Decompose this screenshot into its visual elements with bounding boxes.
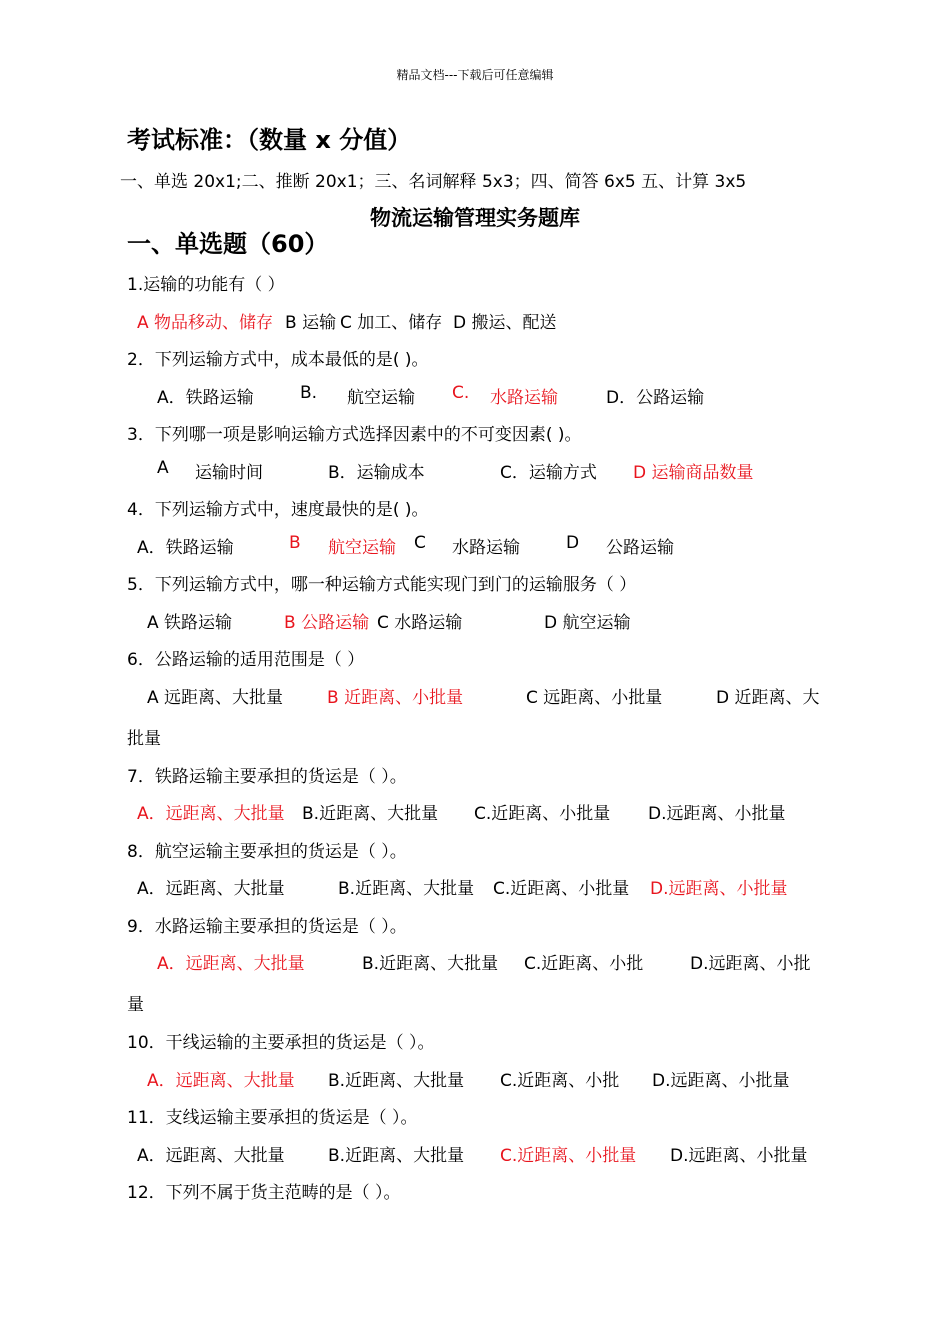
q1-option-c: C 加工、储存 <box>340 313 443 333</box>
q1-option-d: D 搬运、配送 <box>453 313 557 333</box>
q9-option-d: D.远距离、小批 <box>690 954 811 974</box>
exam-standard-title: 考试标准：（数量 x 分值） <box>127 126 412 154</box>
q4-option-b: B <box>289 533 301 553</box>
q6-continuation: 批量 <box>127 729 161 749</box>
q10-option-b: B.近距离、大批量 <box>328 1071 465 1091</box>
q1-option-b: B 运输 <box>285 313 337 333</box>
section-title: 一、单选题（60） <box>127 230 329 258</box>
q6-option-a: A 远距离、大批量 <box>147 688 284 708</box>
question-6: 6．公路运输的适用范围是（ ） <box>127 650 365 670</box>
q2-option-c-text: 水路运输 <box>490 388 558 408</box>
q11-option-d: D.远距离、小批量 <box>670 1146 808 1166</box>
q7-option-c: C.近距离、小批量 <box>474 804 611 824</box>
q6-option-b: B 近距离、小批量 <box>327 688 464 708</box>
q6-option-c: C 远距离、小批量 <box>526 688 663 708</box>
q7-option-d: D.远距离、小批量 <box>648 804 786 824</box>
q2-option-b: B. <box>300 383 318 403</box>
q10-option-a: A．远距离、大批量 <box>147 1071 295 1091</box>
q5-option-c: C 水路运输 <box>377 613 463 633</box>
q3-option-b: B．运输成本 <box>328 463 425 483</box>
q3-option-a-text: 运输时间 <box>195 463 263 483</box>
q2-option-c: C. <box>452 383 470 403</box>
q3-option-c: C．运输方式 <box>500 463 597 483</box>
question-5: 5．下列运输方式中，哪一种运输方式能实现门到门的运输服务（ ） <box>127 575 637 595</box>
question-9: 9．水路运输主要承担的货运是（ ）。 <box>127 917 407 937</box>
question-11: 11．支线运输主要承担的货运是（ ）。 <box>127 1108 418 1128</box>
document-title: 物流运输管理实务题库 <box>370 206 580 230</box>
q4-option-c: C <box>414 533 426 553</box>
question-7: 7．铁路运输主要承担的货运是（ ）。 <box>127 767 407 787</box>
q3-option-d: D 运输商品数量 <box>633 463 754 483</box>
q6-option-d: D 近距离、大 <box>716 688 820 708</box>
q8-option-b: B.近距离、大批量 <box>338 879 475 899</box>
q10-option-c: C.近距离、小批 <box>500 1071 620 1091</box>
question-3: 3．下列哪一项是影响运输方式选择因素中的不可变因素( )。 <box>127 425 582 445</box>
page-header: 精品文档---下载后可任意编辑 <box>396 68 554 82</box>
q4-option-c-text: 水路运输 <box>452 538 520 558</box>
q2-option-b-text: 航空运输 <box>347 388 415 408</box>
question-4: 4．下列运输方式中，速度最快的是( )。 <box>127 500 429 520</box>
q8-option-d: D.远距离、小批量 <box>650 879 788 899</box>
question-10: 10．干线运输的主要承担的货运是（ ）。 <box>127 1033 435 1053</box>
q4-option-b-text: 航空运输 <box>328 538 396 558</box>
q9-continuation: 量 <box>127 995 144 1015</box>
q11-option-c: C.近距离、小批量 <box>500 1146 637 1166</box>
q5-option-d: D 航空运输 <box>544 613 631 633</box>
q4-option-d: D <box>566 533 580 553</box>
q9-option-a: A．远距离、大批量 <box>157 954 305 974</box>
q11-option-a: A．远距离、大批量 <box>137 1146 285 1166</box>
q2-option-a: A．铁路运输 <box>157 388 254 408</box>
q4-option-a: A．铁路运输 <box>137 538 234 558</box>
q7-option-b: B.近距离、大批量 <box>302 804 439 824</box>
question-8: 8．航空运输主要承担的货运是（ ）。 <box>127 842 407 862</box>
question-12: 12．下列不属于货主范畴的是（ ）。 <box>127 1183 401 1203</box>
score-summary: 一、单选 20x1;二、推断 20x1；三、名词解释 5x3；四、简答 6x5 五、计算 3x5 <box>120 172 747 192</box>
q8-option-c: C.近距离、小批量 <box>493 879 630 899</box>
q3-option-a: A <box>157 458 169 478</box>
q1-option-a: A 物品移动、储存 <box>137 313 274 333</box>
q4-option-d-text: 公路运输 <box>606 538 674 558</box>
question-1: 1.运输的功能有（ ） <box>127 275 285 295</box>
q11-option-b: B.近距离、大批量 <box>328 1146 465 1166</box>
q10-option-d: D.远距离、小批量 <box>652 1071 790 1091</box>
q7-option-a: A．远距离、大批量 <box>137 804 285 824</box>
question-2: 2．下列运输方式中，成本最低的是( )。 <box>127 350 429 370</box>
q2-option-d: D．公路运输 <box>606 388 705 408</box>
q9-option-b: B.近距离、大批量 <box>362 954 499 974</box>
q8-option-a: A．远距离、大批量 <box>137 879 285 899</box>
q5-option-a: A 铁路运输 <box>147 613 233 633</box>
q9-option-c: C.近距离、小批 <box>524 954 644 974</box>
q5-option-b: B 公路运输 <box>284 613 370 633</box>
